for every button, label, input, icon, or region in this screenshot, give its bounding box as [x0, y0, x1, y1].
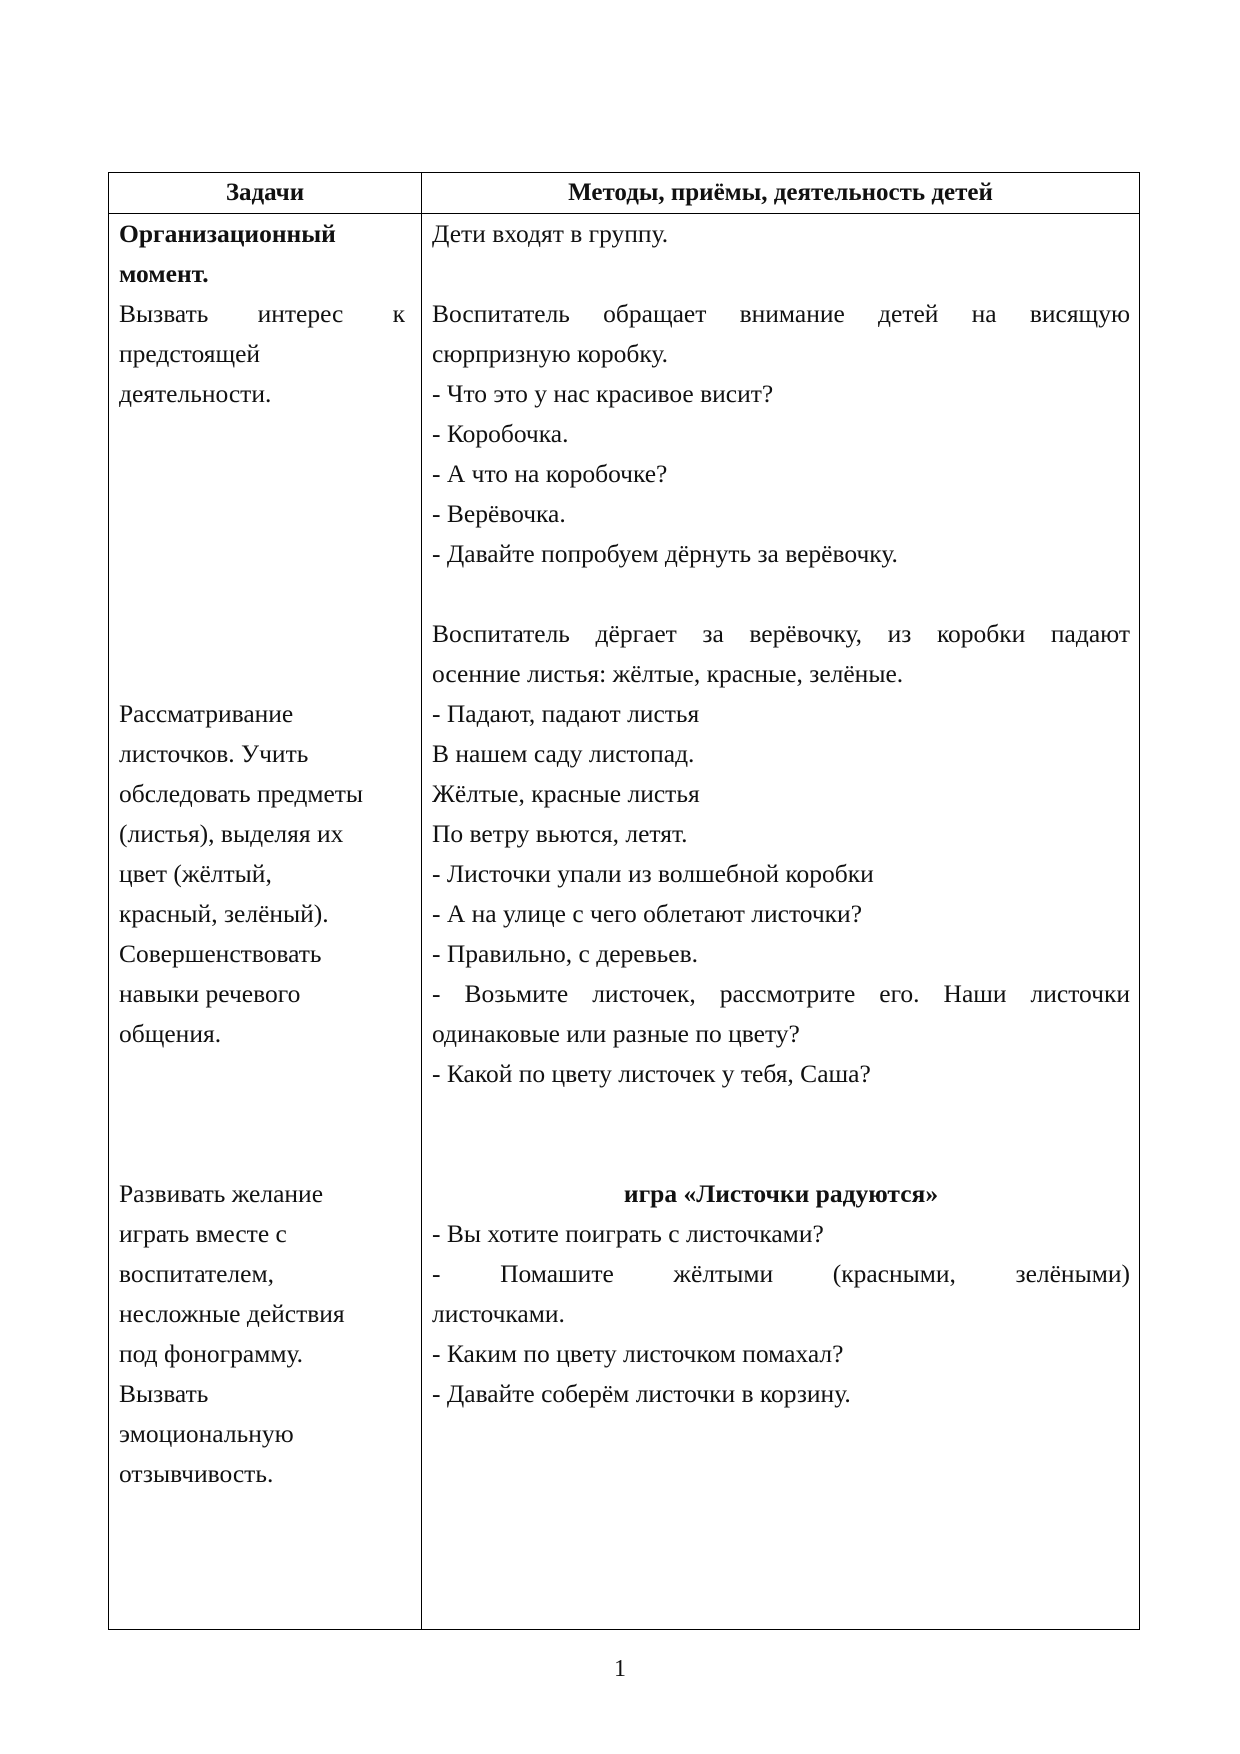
- method-line: - Что это у нас красивое висит?: [432, 379, 774, 408]
- org-moment-title-cont: момент.: [119, 259, 209, 288]
- method-line: - Давайте соберём листочки в корзину.: [432, 1379, 851, 1408]
- method-line: - Вы хотите поиграть с листочками?: [432, 1219, 824, 1248]
- task-line: красный, зелёный).: [119, 899, 329, 928]
- method-line: - Возьмите листочек, рассмотрите его. Наши листочки: [432, 979, 1130, 1008]
- method-line: - А что на коробочке?: [432, 459, 668, 488]
- task-line: воспитателем,: [119, 1259, 274, 1288]
- task-line: Совершенствовать: [119, 939, 322, 968]
- method-line: - Коробочка.: [432, 419, 569, 448]
- method-line: - Каким по цвету листочком помахал?: [432, 1339, 844, 1368]
- method-line: Воспитатель обращает внимание детей на висящую: [432, 299, 1130, 328]
- task-line: цвет (жёлтый,: [119, 859, 272, 888]
- method-line: - Помашите жёлтыми (красными, зелёными): [432, 1259, 1130, 1288]
- method-line: - Правильно, с деревьев.: [432, 939, 698, 968]
- method-line: Дети входят в группу.: [432, 219, 669, 248]
- header-tasks: Задачи: [225, 179, 305, 206]
- method-line: Жёлтые, красные листья: [432, 779, 700, 808]
- task-line: (листья), выделяя их: [119, 819, 344, 848]
- task-line: несложные действия: [119, 1299, 345, 1328]
- method-line: - Листочки упали из волшебной коробки: [432, 859, 874, 888]
- game-title: игра «Листочки радуются»: [623, 1179, 939, 1208]
- method-line: - Давайте попробуем дёрнуть за верёвочку.: [432, 539, 898, 568]
- method-line: листочками.: [432, 1299, 565, 1328]
- method-line: сюрпризную коробку.: [432, 339, 668, 368]
- method-line: Воспитатель дёргает за верёвочку, из коробки падают: [432, 619, 1130, 648]
- task-line: эмоциональную: [119, 1419, 294, 1448]
- header-methods: Методы, приёмы, деятельность детей: [568, 179, 993, 206]
- method-line: - Верёвочка.: [432, 499, 566, 528]
- task-line: Вызвать: [119, 1379, 209, 1408]
- method-line: По ветру вьются, летят.: [432, 819, 688, 848]
- word: Вызвать: [119, 299, 209, 328]
- word: интерес: [257, 299, 344, 328]
- task-line: отзывчивость.: [119, 1459, 274, 1488]
- task-line: общения.: [119, 1019, 222, 1048]
- method-line: - Какой по цвету листочек у тебя, Саша?: [432, 1059, 871, 1088]
- method-line: В нашем саду листопад.: [432, 739, 695, 768]
- org-moment-title: Организационный: [119, 219, 336, 248]
- task-interest-line: [119, 294, 405, 334]
- method-line: одинаковые или разные по цвету?: [432, 1019, 800, 1048]
- task-line: навыки речевого: [119, 979, 301, 1008]
- method-line: - Падают, падают листья: [432, 699, 700, 728]
- task-line: под фонограмму.: [119, 1339, 304, 1368]
- task-line: играть вместе с: [119, 1219, 287, 1248]
- task-line: Развивать желание: [119, 1179, 324, 1208]
- task-line: предстоящей: [119, 339, 261, 368]
- lesson-plan-table: [108, 172, 1140, 1630]
- page-number: 1: [614, 1656, 626, 1682]
- column-divider: [421, 173, 422, 1629]
- task-line: Рассматривание: [119, 699, 294, 728]
- task-line: листочков. Учить: [119, 739, 309, 768]
- word: к: [392, 299, 405, 328]
- method-line: - А на улице с чего облетают листочки?: [432, 899, 863, 928]
- method-line: осенние листья: жёлтые, красные, зелёные.: [432, 659, 904, 688]
- task-line: деятельности.: [119, 379, 272, 408]
- task-line: обследовать предметы: [119, 779, 364, 808]
